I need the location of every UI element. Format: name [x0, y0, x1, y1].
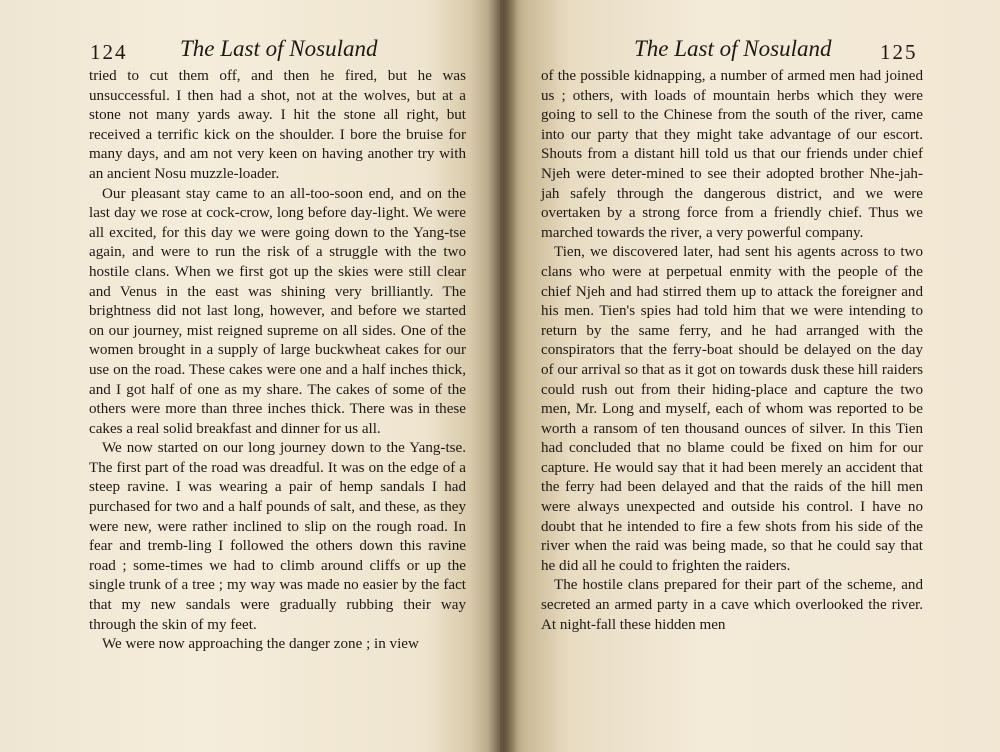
paragraph: Our pleasant stay came to an all-too-soon end, and on the last day we rose at cock-crow, long before day-light. We were all excited, for this day we were going down to the Yang-tse again, and were to run the risk of a struggle with the two hostile clans. When we first got up the skies were still clear and Venus in the east was shining very brilliantly. The brightness did not last long, however, and before we started on our journey, mist reigned supreme on all sides. One of the women brought in a supply of large buckwheat cakes for our use on the road. These cakes were one and a half inches thick, and I got half of one as my share. The cakes of some of the others were more than three inches thick. There was in these cakes a real solid breakfast and dinner for us all.	[89, 185, 466, 437]
paragraph: Tien, we discovered later, had sent his agents across to two clans who were at perpetual enmity with the people of the chief Njeh and had stirred them up to attack the foreigner and his men. Tien's spies had told him that we were intending to return by the same ferry, and he had arranged with the conspirators that the ferry-boat should be delayed on the day of our arrival so that as it got on towards dusk these hill raiders could rush out from their hiding-place and capture the two men, Mr. Long and myself, each of whom was reported to be worth a ransom of ten thousand ounces of silver. In this Tien had concluded that no blame could be fixed on him for our capture. He would say that it had been merely an accident that the ferry had been delayed and that the raids of the hill men were always unexpected and outside his control. I have no doubt that he intended to fire a few shots from his side of the river when the raid was being made, so that he could say that he did all he could to frighten the raiders.	[541, 244, 923, 574]
book-gutter	[488, 0, 518, 752]
paragraph: tried to cut them off, and then he fired, but he was unsuccessful. I then had a shot, not at the wolves, but at a stone not many yards away. I hit the stone all right, but received a terrific kick on the shoulder. I bore the bruise for many days, and am not very keen on having another try with an ancient Nosu muzzle-loader.	[89, 68, 466, 182]
page-number: 125	[880, 40, 918, 64]
paragraph: We now started on our long journey down to the Yang-tse. The first part of the road was dreadful. It was on the edge of a steep ravine. I was wearing a pair of hemp sandals I had purchased for two and a half pounds of salt, and these, as they were new, were rather inclined to slip on the rough road. In fear and tremb-ling I followed the others down this ravine road ; some-times we had to climb around cliffs or up the single trunk of a tree ; my way was made no easier by the fact that my new sandals were gradually rubbing their way through the skin of my feet.	[89, 440, 466, 633]
page-body	[89, 67, 466, 655]
page-body	[541, 67, 923, 635]
paragraph: We were now approaching the danger zone ; in view	[102, 636, 419, 653]
right-page	[500, 0, 1000, 752]
paragraph: of the possible kidnapping, a number of armed men had joined us ; others, with loads of mountain herbs which they were going to sell to the Chinese from the south of the river, came into our party that they might take advantage of our escort. Shouts from a distant hill told us that our friends under chief Njeh were deter-mined to see their adopted brother Nhe-jah-jah safely through the dangerous district, and we were overtaken by a strong force from a friendly chief. Thus we marched towards the river, a very powerful company.	[541, 68, 923, 241]
running-head: The Last of Nosuland	[634, 36, 832, 61]
running-head: The Last of Nosuland	[180, 36, 378, 61]
paragraph: The hostile clans prepared for their part of the scheme, and secreted an armed party in a cave which overlooked the river. At night-fall these hidden men	[541, 577, 923, 633]
page-number: 124	[90, 40, 128, 64]
